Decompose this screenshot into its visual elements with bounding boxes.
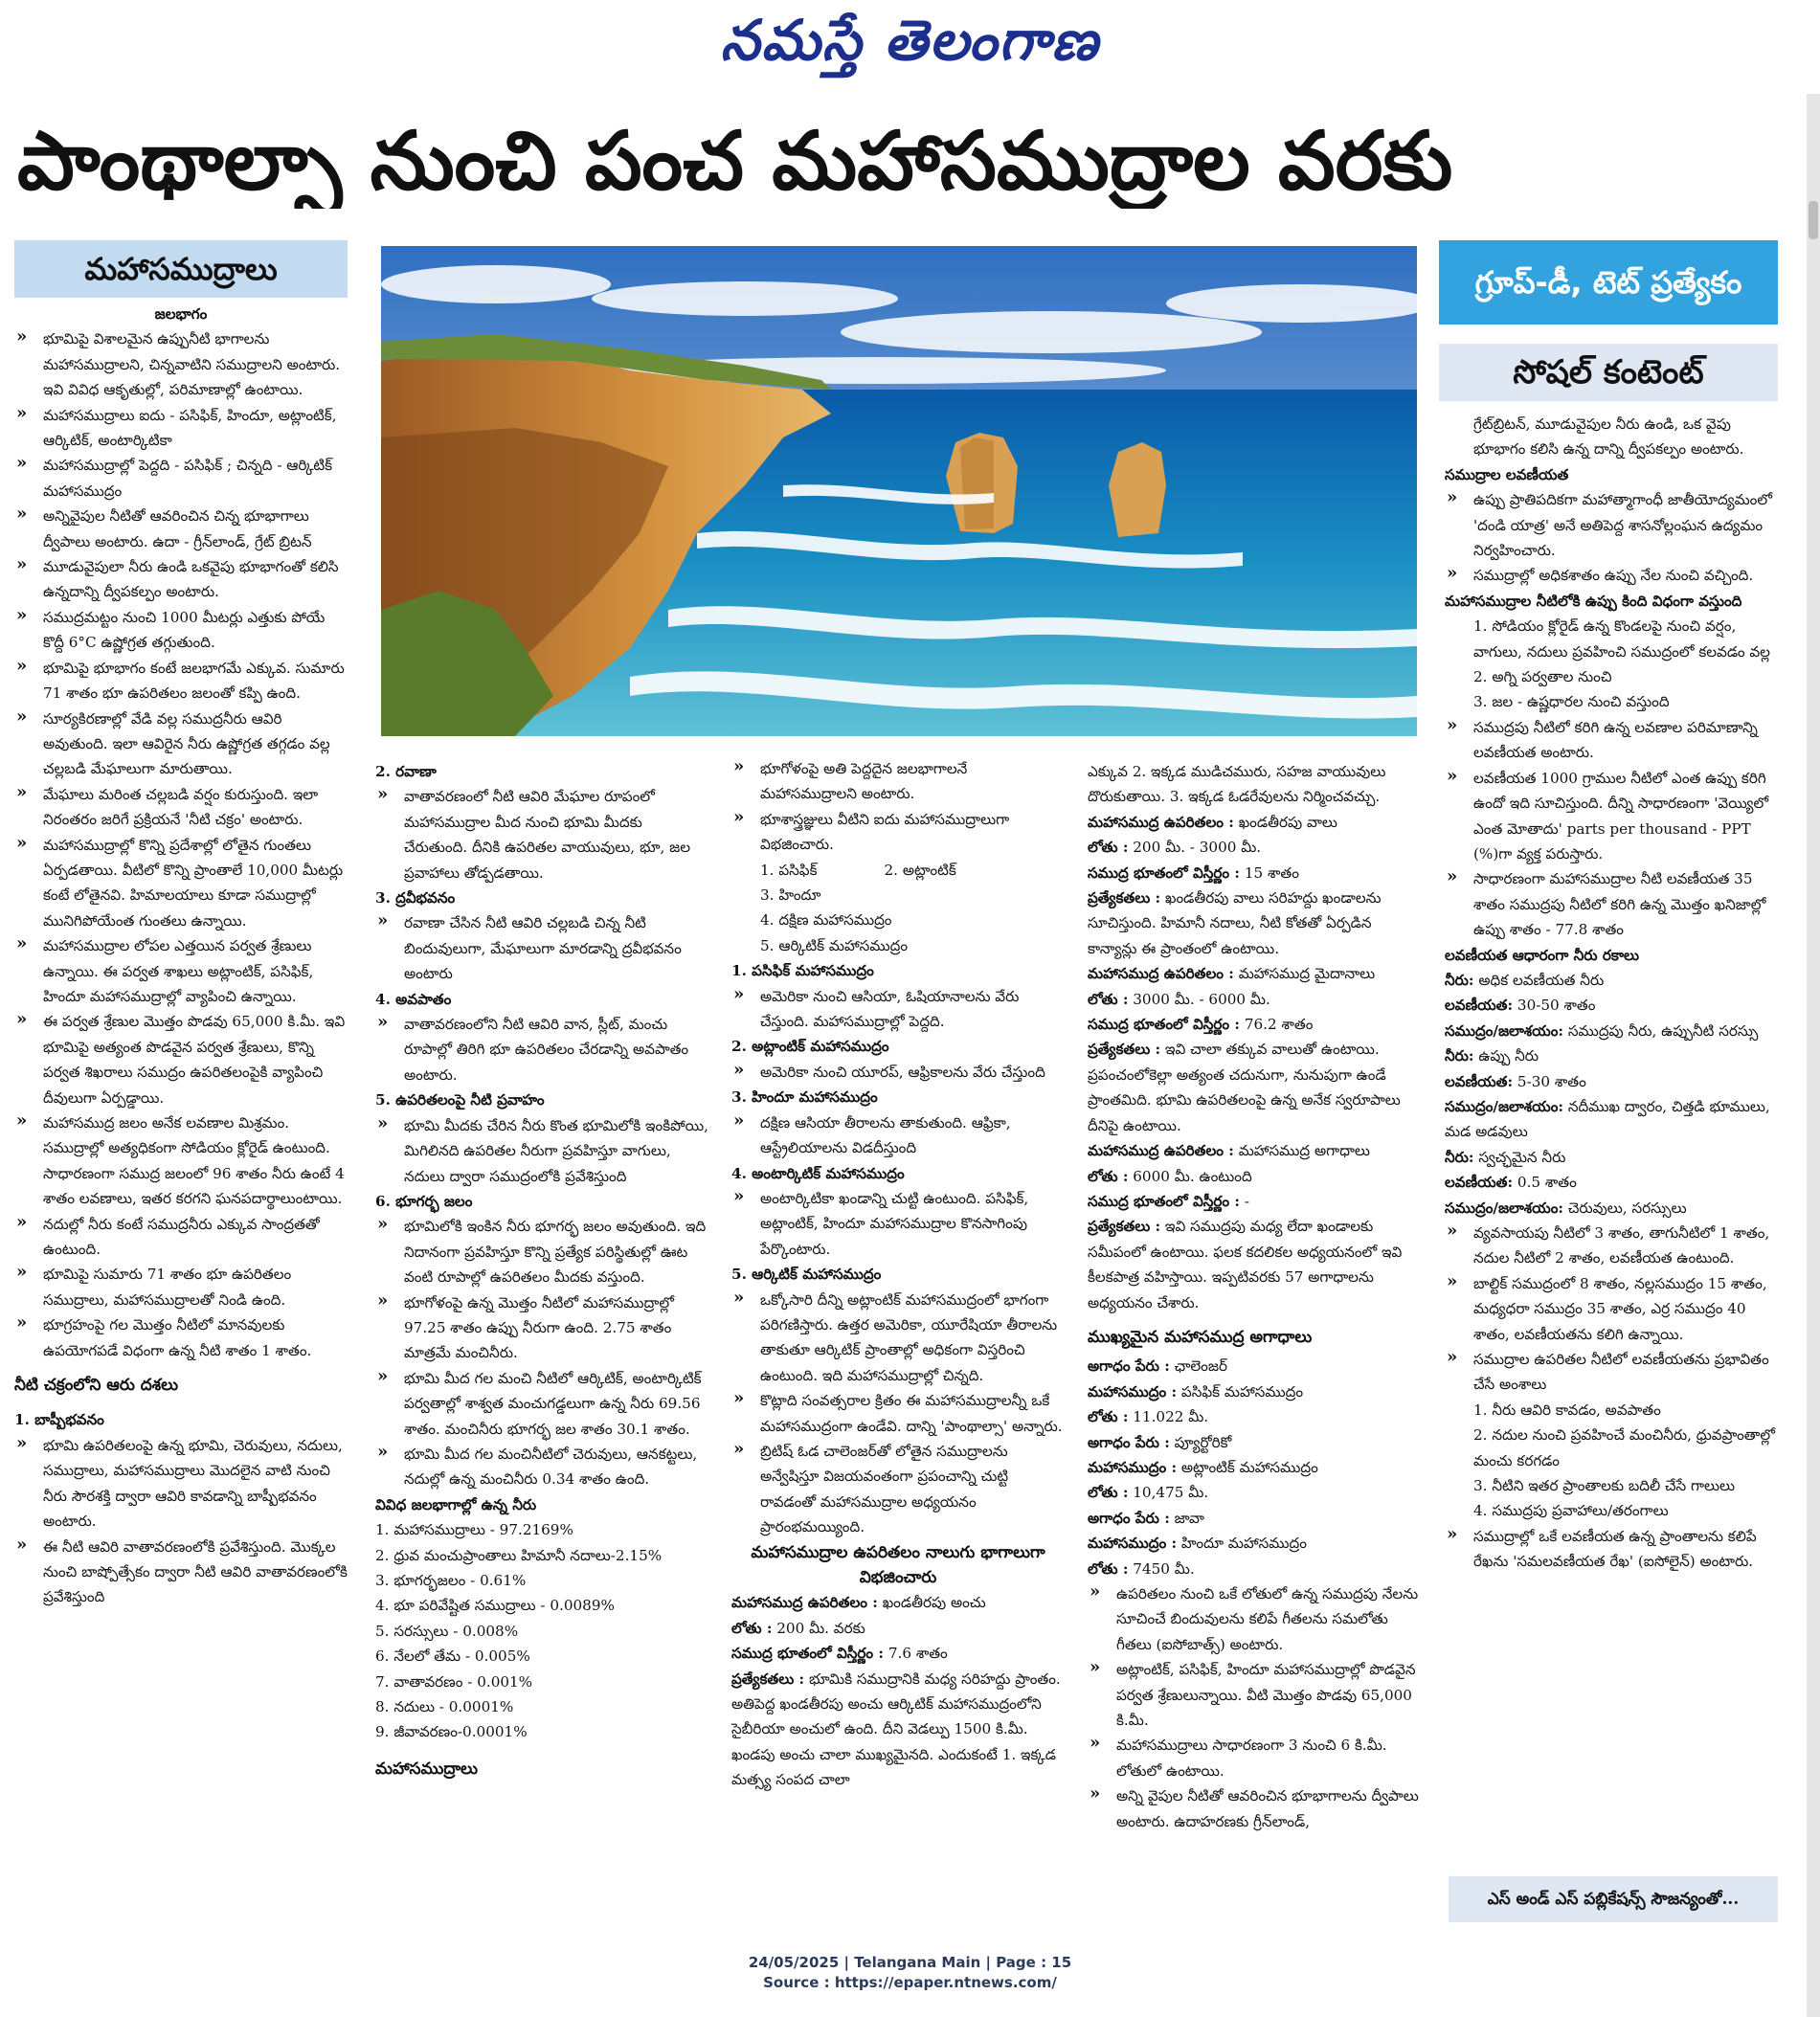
coastal-cliffs-photo: [381, 246, 1417, 736]
surface-block: [1088, 1138, 1421, 1315]
info-value: ఛాలెంజర్: [1174, 1357, 1227, 1376]
social-content-label: సోషల్ కంటెంట్: [1439, 344, 1778, 401]
info-row: [1088, 861, 1421, 885]
info-row: [1088, 1354, 1421, 1378]
info-row: [1088, 1531, 1421, 1556]
column-2: [375, 759, 708, 1782]
surface-block: [1088, 961, 1421, 1138]
info-key: ప్రత్యేకతలు :: [731, 1670, 805, 1688]
info-value: 6000 మీ. ఉంటుంది: [1133, 1167, 1252, 1185]
list-item: » అమెరికా నుంచి ఆసియా, ఓషియానాలను వేరు చేస్తుంది. మహాసముద్రాల్లో పెద్దది.: [731, 984, 1065, 1035]
list-item: » దక్షిణ ఆసియా తీరాలను తాకుతుంది. ఆఫ్రికా, ఆస్ట్రేలియాలను విడదీస్తుంది: [731, 1110, 1065, 1161]
ocean-heading: 2. అట్లాంటిక్ మహాసముద్రం: [731, 1038, 889, 1056]
water-types-heading: లవణీయత ఆధారంగా నీరు రకాలు: [1445, 946, 1640, 964]
info-value: చెరువులు, సరస్సులు: [1567, 1199, 1687, 1217]
list-item: » భూగోళంపై అతి పెద్దదైన జలభాగాలనే మహాసముద్రాలని అంటారు.: [731, 756, 1065, 807]
list-item: » మహాసముద్రాలు సాధారణంగా 3 నుంచి 6 కి.మీ. లోతులో ఉంటాయి.: [1088, 1733, 1421, 1783]
ocean-list-item: 4. దక్షిణ మహాసముద్రం: [760, 911, 892, 930]
info-value: 0.5 శాతం: [1517, 1174, 1577, 1192]
info-key: సముద్ర భూతంలో విస్తీర్ణం :: [1088, 863, 1241, 882]
ocean-list-item: [731, 858, 1065, 883]
distribution-heading: వివిధ జలభాగాల్లో ఉన్న నీరు: [375, 1495, 537, 1513]
list-item: » బాల్టిక్ సముద్రంలో 8 శాతం, నల్లసముద్రం 15 శాతం, మధ్యధరా సముద్రం 35 శాతం, ఎర్ర సముద్రం 40 శాతం, లవణీయతను కలిగి ఉన్నాయి.: [1445, 1271, 1778, 1347]
trench-block: [1088, 1430, 1421, 1506]
info-row: [1088, 810, 1421, 835]
info-key: లోతు :: [1088, 1167, 1129, 1185]
distribution-item: 2. ధ్రువ మంచుప్రాంతాలు హిమానీ నదాలు-2.15%: [375, 1546, 663, 1564]
info-row: [731, 1641, 1065, 1666]
distribution-item: 4. భూ పరివేష్టిత సముద్రాలు - 0.0089%: [375, 1597, 615, 1615]
salt-source-heading: మహాసముద్రాల నీటిలోకి ఉప్పు కింది విధంగా వస్తుంది: [1445, 592, 1742, 610]
factor-item: 2. నదుల నుంచి ప్రవహించే మంచినీరు, ధ్రువప్రాంతాల్లో మంచు కరగడం: [1473, 1426, 1775, 1469]
info-key: సముద్రం/జలాశయం:: [1445, 1097, 1563, 1115]
list-item: » ఉపరితలం నుంచి ఒకే లోతులో ఉన్న సముద్రపు నేలను సూచించే బిందువులను కలిపే గీతలను సమలోతు గీతలు (ఐసోబాత్స్) అంటారు.: [1088, 1581, 1421, 1657]
trench-block: [1088, 1506, 1421, 1581]
info-row: [1445, 1196, 1778, 1221]
footer-source-link[interactable]: Source : https://epaper.ntnews.com/: [763, 1974, 1057, 1991]
list-item: » మహాసముద్రాల్లో కొన్ని ప్రదేశాల్లో లోతైన గుంతలు ఏర్పడతాయి. వీటిలో కొన్ని ప్రాంతాలే 10,000 మీటర్లు కంటే లోతైనవి. హిమాలయాలు కూడా సముద్రాల్లో మునిగిపోయేంత గుంతలు ఉన్నాయి.: [14, 833, 348, 934]
list-item: » రవాణా చేసిన నీటి ఆవిరి చల్లబడి చిన్న నీటి బిందువులుగా, మేఘాలుగా మారడాన్ని ద్రవీభవనం అంటారు: [375, 910, 708, 986]
info-key: సముద్ర భూతంలో విస్తీర్ణం :: [1088, 1192, 1241, 1210]
info-value: అట్లాంటిక్ మహాసముద్రం: [1180, 1458, 1318, 1476]
info-value: స్వచ్ఛమైన నీరు: [1478, 1148, 1566, 1166]
info-row: [731, 1616, 1065, 1641]
info-value: 200 మీ. - 3000 మీ.: [1133, 839, 1262, 857]
info-key: నీరు:: [1445, 971, 1474, 989]
info-row: [1088, 1214, 1421, 1315]
info-row: [1088, 1557, 1421, 1581]
info-value: ఉప్పు నీరు: [1478, 1047, 1539, 1065]
column-3: [731, 756, 1065, 1793]
info-value: నదీముఖ ద్వారం, చిత్తడి భూములు, మడ అడవులు: [1445, 1097, 1770, 1141]
list-item: » భూమిపై భూభాగం కంటే జలభాగమే ఎక్కువ. సుమారు 71 శాతం భూ ఉపరితలం జలంతో కప్పి ఉంది.: [14, 656, 348, 706]
page-scrollbar[interactable]: [1807, 94, 1820, 2017]
list-item: » అన్నివైపుల నీటితో ఆవరించిన చిన్న భూభాగాలు ద్వీపాలు అంటారు. ఉదా - గ్రీన్‌లాండ్, గ్రేట్ బ్రిటన్: [14, 504, 348, 554]
ocean-heading: 4. అంటార్కిటిక్ మహాసముద్రం: [731, 1164, 905, 1182]
info-key: మహాసముద్రం :: [1088, 1458, 1178, 1476]
distribution-item: 1. మహాసముద్రాలు - 97.2169%: [375, 1521, 573, 1539]
list-item: » భూమిలోకి ఇంకిన నీరు భూగర్భ జలం అవుతుంది. ఇది నిదానంగా ప్రవహిస్తూ కొన్ని ప్రత్యేక పరిస్థితుల్లో ఊట వంటి రూపాల్లో ఉపరితలం మీదకు వస్తుంది.: [375, 1214, 708, 1289]
info-value: 200 మీ. వరకు: [776, 1619, 865, 1637]
distribution-item: 6. నేలలో తేమ - 0.005%: [375, 1647, 530, 1666]
info-value: పసిఫిక్ మహాసముద్రం: [1180, 1382, 1304, 1401]
factor-item: 4. సముద్రపు ప్రవాహాలు/తరంగాలు: [1473, 1502, 1669, 1520]
list-item: » మహాసముద్రాల లోపల ఎత్తయిన పర్వత శ్రేణులు ఉన్నాయి. ఈ పర్వత శాఖలు అట్లాంటిక్, పసిఫిక్, హిందూ మహాసముద్రాల్లో వ్యాపించి ఉన్నాయి.: [14, 933, 348, 1009]
info-row: [1445, 1069, 1778, 1094]
ocean-heading: 5. ఆర్కిటిక్ మహాసముద్రం: [731, 1266, 882, 1284]
info-row: [1445, 1170, 1778, 1195]
info-row: [1088, 1455, 1421, 1480]
info-value: ఇవి సముద్రపు మధ్య లేదా ఖండాలకు సమీపంలో ఉంటాయి. ఫలక కదలికల అధ్యయనంలో ఇవి కీలకపాత్ర వహిస్తాయి. ఇప్పటివరకు 57 అగాధాలను అధ్యయనం చేశారు.: [1088, 1218, 1403, 1311]
info-value: ఇవి చాలా తక్కువ వాలుతో ఉంటాయి. ప్రపంచంలోకెల్లా అత్యంత చదునుగా, నునుపుగా ఉండే ప్రాంతమిది. భూమి ఉపరితలంపై ఉన్న అనేక స్వరూపాలు దీనిపై ఉంటాయి.: [1088, 1041, 1401, 1134]
info-key: అగాధం పేరు :: [1088, 1433, 1170, 1451]
info-row: [1088, 1164, 1421, 1189]
info-key: మహాసముద్రం :: [1088, 1382, 1178, 1401]
info-row: [1445, 993, 1778, 1018]
list-item: » భూమి మీదకు చేరిన నీరు కొంత భూమిలోకి ఇంకిపోయి, మిగిలినది ఉపరితల నీరుగా ప్రవహిస్తూ వాగులు, నదులు ద్వారా సముద్రంలోకి ప్రవేశిస్తుంది: [375, 1113, 708, 1189]
ocean-heading: 1. పసిఫిక్ మహాసముద్రం: [731, 962, 874, 980]
list-item: » సముద్రపు నీటిలో కరిగి ఉన్న లవణాల పరిమాణాన్ని లవణీయత అంటారు.: [1445, 715, 1778, 766]
distribution-item: 9. జీవావరణం-0.0001%: [375, 1723, 528, 1741]
info-row: [1445, 1094, 1778, 1145]
distribution-item: 5. సరస్సులు - 0.008%: [375, 1622, 519, 1640]
info-value: ప్యూర్టోరికో: [1174, 1433, 1232, 1451]
list-item: » అట్లాంటిక్, పసిఫిక్, హిందూ మహాసముద్రాల్లో పొడవైన పర్వత శ్రేణులున్నాయి. వీటి మొత్తం పొడవు 65,000 కి.మీ.: [1088, 1657, 1421, 1733]
info-row: [1088, 1189, 1421, 1214]
info-key: మహాసముద్ర ఉపరితలం :: [731, 1594, 878, 1612]
salt-source-item: 1. సోడియం క్లోరైడ్ ఉన్న కొండలపై నుంచి వర్షం, వాగులు, నదులు ప్రవహించి సముద్రంలో కలవడం వల్ల: [1473, 617, 1770, 661]
ocean-name: 2. అట్లాంటిక్: [884, 861, 956, 879]
info-value: 11.022 మీ.: [1133, 1408, 1209, 1426]
continued-text: గ్రేట్‌బ్రిటన్, మూడువైపుల నీరు ఉండి, ఒక వైపు భూభాగం కలిసి ఉన్న దాన్ని ద్వీపకల్పం అంటారు.: [1473, 415, 1744, 459]
column-4: [1088, 759, 1421, 1834]
info-value: జావా: [1174, 1509, 1204, 1527]
list-item: » భూగ్రహంపై గల మొత్తం నీటిలో మానవులకు ఉపయోగపడే విధంగా ఉన్న నీటి శాతం 1 శాతం.: [14, 1312, 348, 1363]
info-key: లోతు :: [1088, 839, 1129, 857]
info-row: [1445, 968, 1778, 993]
stage-heading: 3. ద్రవీభవనం: [375, 889, 456, 908]
list-item: » అమెరికా నుంచి యూరప్, ఆఫ్రికాలను వేరు చేస్తుంది: [731, 1060, 1065, 1085]
trench-heading: ముఖ్యమైన మహాసముద్ర అగాధాలు: [1088, 1327, 1313, 1347]
info-row: [1088, 987, 1421, 1012]
info-key: సముద్ర భూతంలో విస్తీర్ణం :: [1088, 1016, 1241, 1034]
list-item: » మేఘాలు మరింత చల్లబడి వర్షం కురుస్తుంది. ఇలా నిరంతరం జరిగే ప్రక్రియనే 'నీటి చక్రం' అంటారు.: [14, 782, 348, 833]
page-footer: [0, 1953, 1820, 1993]
info-value: ఖండతీరపు వాలు: [1238, 813, 1337, 831]
list-item: » బ్రిటిష్ ఓడ చాలెంజర్‌తో లోతైన సముద్రాలను అన్వేషిస్తూ విజయవంతంగా ప్రపంచాన్ని చుట్టి రావడంతో మహాసముద్రాల అధ్యయనం ప్రారంభమయ్యింది.: [731, 1439, 1065, 1540]
info-value: ఖండతీరపు అంచు: [882, 1594, 986, 1612]
surface-block: [1088, 810, 1421, 961]
info-row: [731, 1590, 1065, 1615]
list-item: » సముద్రమట్టం నుంచి 1000 మీటర్లు ఎత్తుకు పోయే కొద్దీ 6°C ఉష్ణోగ్రత తగ్గుతుంది.: [14, 605, 348, 656]
info-key: మహాసముద్రం :: [1088, 1535, 1178, 1553]
list-item: » మహాసముద్రాలు ఐదు - పసిఫిక్, హిందూ, అట్లాంటిక్, ఆర్కిటిక్, అంటార్కిటికా: [14, 403, 348, 454]
list-item: » అంటార్కిటికా ఖండాన్ని చుట్టి ఉంటుంది. పసిఫిక్, అట్లాంటిక్, హిందూ మహాసముద్రాల కొనసాగింపు పేర్కొంటారు.: [731, 1186, 1065, 1262]
ocean-list-item: 5. ఆర్కిటిక్ మహాసముద్రం: [760, 936, 909, 954]
list-item: » మహాసముద్రాల్లో పెద్దది - పసిఫిక్ ; చిన్నది - ఆర్కిటిక్ మహాసముద్రం: [14, 453, 348, 504]
col1-subheading: జలభాగం: [154, 305, 208, 323]
list-item: » భూగోళంపై ఉన్న మొత్తం నీటిలో మహాసముద్రాల్లో 97.25 శాతం ఉప్పు నీరుగా ఉంది. 2.75 శాతం మాత్రమే మంచినీరు.: [375, 1290, 708, 1366]
info-value: మహాసముద్ర అగాధాలు: [1238, 1142, 1370, 1160]
page-headline: పాంథాల్సా నుంచి పంచ మహాసముద్రాల వరకు: [17, 114, 1453, 208]
list-item: » భూశాస్త్రజ్ఞులు వీటిని ఐదు మహాసముద్రాలుగా విభజించారు.: [731, 807, 1065, 858]
info-row: [731, 1667, 1065, 1793]
scrollbar-thumb[interactable]: [1809, 201, 1818, 239]
info-row: [1088, 1506, 1421, 1531]
masthead-logo: నమస్తే తెలంగాణ: [720, 8, 1100, 73]
info-value: సముద్రపు నీరు, ఉప్పునీటి సరస్సు: [1567, 1021, 1759, 1040]
factor-item: 1. నీరు ఆవిరి కావడం, అవపాతం: [1473, 1401, 1661, 1419]
salt-source-item: 2. అగ్ని పర్వతాల నుంచి: [1473, 668, 1612, 686]
list-item: » కొట్లాది సంవత్సరాల క్రితం ఈ మహాసముద్రాలన్నీ ఒకే మహాసముద్రంగా ఉండేవి. దాన్ని 'పాంథాల్సా' అన్నారు.: [731, 1388, 1065, 1439]
info-row: [1088, 1404, 1421, 1429]
oceans-heading: మహాసముద్రాలు: [375, 1759, 478, 1779]
division-heading: మహాసముద్రాల ఉపరితలం నాలుగు భాగాలుగా విభజించారు: [751, 1542, 1045, 1587]
stage-heading: 2. రవాణా: [375, 763, 437, 780]
info-value: హిందూ మహాసముద్రం: [1180, 1535, 1307, 1553]
info-row: [1088, 835, 1421, 860]
ocean-list-item: 3. హిందూ: [760, 886, 821, 905]
trench-block: [1088, 1354, 1421, 1429]
info-value: 76.2 శాతం: [1244, 1016, 1314, 1034]
list-item: » మూడువైపులా నీరు ఉండి ఒకవైపు భూభాగంతో కలిసి ఉన్నదాన్ని ద్వీపకల్పం అంటారు.: [14, 554, 348, 605]
info-key: నీరు:: [1445, 1047, 1474, 1065]
water-cycle-heading: నీటి చక్రంలోని ఆరు దశలు: [14, 1376, 179, 1396]
continued-text: ఎక్కువ 2. ఇక్కడ ముడిచమురు, సహజ వాయువులు దొరుకుతాయి. 3. ఇక్కడ ఓడరేవులను నిర్మించవచ్చు.: [1088, 763, 1386, 806]
info-value: 30-50 శాతం: [1517, 997, 1596, 1015]
info-key: లోతు :: [1088, 1408, 1129, 1426]
info-value: అధిక లవణీయత నీరు: [1478, 971, 1605, 989]
info-value: మహాసముద్ర మైదానాలు: [1238, 965, 1376, 983]
courtesy-credit: ఎస్ అండ్ ఎస్ పబ్లికేషన్స్ సౌజన్యంతో...: [1449, 1876, 1778, 1922]
info-key: లోతు :: [731, 1619, 773, 1637]
salt-source-item: 3. జల - ఉష్ణధారల నుంచి వస్తుంది: [1473, 693, 1670, 711]
info-row: [1445, 1043, 1778, 1068]
info-value: 15 శాతం: [1244, 863, 1299, 882]
info-value: 3000 మీ. - 6000 మీ.: [1133, 990, 1270, 1008]
info-key: సముద్రం/జలాశయం:: [1445, 1199, 1563, 1217]
list-item: » సముద్రాల్లో ఒకే లవణీయత ఉన్న ప్రాంతాలను కలిపే రేఖను 'సమలవణీయత రేఖ' (ఐసోలైన్) అంటారు.: [1445, 1524, 1778, 1575]
list-item: » అన్ని వైపుల నీటితో ఆవరించిన భూభాగాలను ద్వీపాలు అంటారు. ఉదాహరణకు గ్రీన్‌లాండ్,: [1088, 1783, 1421, 1834]
list-item: » ఈ నీటి ఆవిరి వాతావరణంలోకి ప్రవేశిస్తుంది. మొక్కల నుంచి బాష్పోత్సేకం ద్వారా నీటి ఆవిరి వాతావరణంలోకి ప్రవేశిస్తుంది: [14, 1535, 348, 1610]
info-key: అగాధం పేరు :: [1088, 1357, 1170, 1376]
stage-heading: 1. బాష్పీభవనం: [14, 1411, 104, 1429]
info-row: [1088, 1480, 1421, 1505]
info-key: లవణీయత:: [1445, 1072, 1514, 1090]
info-key: లవణీయత:: [1445, 997, 1514, 1015]
info-value: -: [1244, 1192, 1249, 1210]
list-item: » వ్యవసాయపు నీటిలో 3 శాతం, తాగునీటిలో 1 శాతం, నదుల నీటిలో 2 శాతం, లవణీయత ఉంటుంది.: [1445, 1221, 1778, 1271]
list-item: » ఒక్కోసారి దీన్ని అట్లాంటిక్ మహాసముద్రంలో భాగంగా పరిగణిస్తారు. ఉత్తర అమెరికా, యూరేషియా తీరాలను తాకుతూ ఆర్కిటిక్ ప్రాంతాల్లో అధికంగా విస్తరించి ఉంటుంది. ఇది మహాసముద్రాల్లో చిన్నది.: [731, 1288, 1065, 1389]
info-key: మహాసముద్ర ఉపరితలం :: [1088, 813, 1234, 831]
info-key: మహాసముద్ర ఉపరితలం :: [1088, 1142, 1234, 1160]
list-item: » నదుల్లో నీరు కంటే సముద్రనీరు ఎక్కువ సాంద్రతతో ఉంటుంది.: [14, 1212, 348, 1263]
column-1: [14, 302, 348, 1610]
factor-item: 3. నీటిని ఇతర ప్రాంతాలకు బదిలీ చేసే గాలులు: [1473, 1477, 1736, 1495]
info-value: భూమికి సముద్రానికి మధ్య సరిహద్దు ప్రాంతం. అతిపెద్ద ఖండతీరపు అంచు ఆర్కిటిక్ మహాసముద్రంలోని సైబీరియా అంచులో ఉంది. దీని వెడల్పు 1500 కి.మీ. ఖండపు అంచు చాలా ముఖ్యమైనది. ఎందుకంటే 1. ఇక్కడ మత్స్య సంపద చాలా: [731, 1670, 1061, 1789]
info-row: [1088, 961, 1421, 986]
salinity-heading: సముద్రాల లవణీయత: [1445, 465, 1569, 483]
info-row: [1445, 1145, 1778, 1170]
list-item: » ఉప్పు ప్రాతిపదికగా మహాత్మాగాంధీ జాతీయోద్యమంలో 'దండి యాత్ర' అనే అతిపెద్ద శాసనోల్లంఘన ఉద్యమం నిర్వహించారు.: [1445, 487, 1778, 563]
info-key: సముద్రం/జలాశయం:: [1445, 1021, 1563, 1040]
list-item: » సూర్యకిరణాల్లో వేడి వల్ల సముద్రనీరు ఆవిరి అవుతుంది. ఇలా ఆవిరైన నీరు ఉష్ణోగ్రత తగ్గడం వల్ల చల్లబడి మేఘాలుగా మారుతాయి.: [14, 706, 348, 782]
stage-heading: 6. భూగర్భ జలం: [375, 1192, 473, 1210]
info-key: సముద్ర భూతంలో విస్తీర్ణం :: [731, 1645, 885, 1663]
info-key: మహాసముద్ర ఉపరితలం :: [1088, 965, 1234, 983]
list-item: » మహాసముద్ర జలం అనేక లవణాల మిశ్రమం. సముద్రాల్లో అత్యధికంగా సోడియం క్లోరైడ్ ఉంటుంది. సాధారణంగా సముద్ర జలంలో 96 శాతం నీరు ఉంటే 4 శాతం లవణాలు, ఇతర కరగని ఘనపదార్థాలుంటాయి.: [14, 1110, 348, 1212]
info-value: ఖండతీరపు వాలు సరిహద్దు ఖండాలను సూచిస్తుంది. హిమానీ నదాలు, నీటి కోతతో ఏర్పడిన కాన్యాన్లు ఈ ప్రాంతంలో ఉంటాయి.: [1088, 889, 1382, 957]
list-item: » సముద్రాల ఉపరితల నీటిలో లవణీయతను ప్రభావితం చేసే అంశాలు: [1445, 1347, 1778, 1398]
info-key: లోతు :: [1088, 1484, 1129, 1502]
info-row: [1088, 1379, 1421, 1404]
ocean-name: 1. పసిఫిక్: [760, 861, 818, 879]
distribution-item: 7. వాతావరణం - 0.001%: [375, 1672, 533, 1691]
left-section-title: మహాసముద్రాలు: [14, 240, 348, 298]
distribution-item: 3. భూగర్భజలం - 0.61%: [375, 1572, 527, 1589]
info-row: [1445, 1019, 1778, 1043]
info-row: [1088, 1138, 1421, 1163]
info-key: లోతు :: [1088, 1559, 1129, 1578]
info-value: 10,475 మీ.: [1133, 1484, 1209, 1502]
info-key: లోతు :: [1088, 990, 1129, 1008]
info-key: ప్రత్యేకతలు :: [1088, 889, 1161, 908]
info-key: నీరు:: [1445, 1148, 1474, 1166]
stage-heading: 4. అవపాతం: [375, 990, 452, 1008]
list-item: » సముద్రాల్లో అధికశాతం ఉప్పు నేల నుంచి వచ్చింది.: [1445, 563, 1778, 588]
info-value: 7.6 శాతం: [888, 1645, 948, 1663]
distribution-item: 8. నదులు - 0.0001%: [375, 1698, 514, 1716]
list-item: » భూమిపై సుమారు 71 శాతం భూ ఉపరితలం సముద్రాలు, మహాసముద్రాలతో నిండి ఉంది.: [14, 1262, 348, 1312]
list-item: » సాధారణంగా మహాసముద్రాల నీటి లవణీయత 35 శాతం సముద్రపు నీటిలో కరిగి ఉన్న మొత్తం ఖనిజాల్లో ఉప్పు శాతం - 77.8 శాతం: [1445, 866, 1778, 942]
info-row: [1088, 1037, 1421, 1138]
list-item: » ఈ పర్వత శ్రేణుల మొత్తం పొడవు 65,000 కి.మీ. ఇవి భూమిపై అత్యంత పొడవైన పర్వత శ్రేణులు, కొన్ని పర్వత శిఖరాలు సముద్రం ఉపరితలంపైకి వ్యాపించి దీవులుగా ఏర్పడ్డాయి.: [14, 1009, 348, 1110]
stage-heading: 5. ఉపరితలంపై నీటి ప్రవాహం: [375, 1091, 545, 1109]
list-item: » భూమి మీద గల మంచినీటిలో చెరువులు, ఆనకట్టలు, నదుల్లో ఉన్న మంచినీరు 0.34 శాతం ఉంది.: [375, 1442, 708, 1492]
list-item: » భూమి మీద గల మంచి నీటిలో ఆర్కిటిక్, అంటార్కిటిక్ పర్వతాల్లో శాశ్వత మంచుగడ్డలుగా ఉన్న నీరు 69.56 శాతం. మంచినీరు భూగర్భ జల శాతం 30.1 శాతం.: [375, 1366, 708, 1442]
info-row: [1088, 1012, 1421, 1037]
column-5: [1445, 412, 1778, 1575]
list-item: » లవణీయత 1000 గ్రాముల నీటిలో ఎంత ఉప్పు కరిగి ఉందో ఇది సూచిస్తుంది. దీన్ని సాధారణంగా 'వెయ్యిలో ఎంత మోతాదు' parts per thousand - PPT (%)గా వ్యక్త పరుస్తారు.: [1445, 766, 1778, 867]
ocean-heading: 3. హిందూ మహాసముద్రం: [731, 1088, 878, 1107]
info-key: అగాధం పేరు :: [1088, 1509, 1170, 1527]
info-value: 7450 మీ.: [1133, 1559, 1195, 1578]
list-item: » భూమిపై విశాలమైన ఉప్పునీటి భాగాలను మహాసముద్రాలని, చిన్నవాటిని సముద్రాలని అంటారు. ఇవి వివిధ ఆకృతుల్లో, పరిమాణాల్లో ఉంటాయి.: [14, 326, 348, 402]
list-item: » వాతావరణంలో నీటి ఆవిరి మేఘాల రూపంలో మహాసముద్రాల మీద నుంచి భూమి మీదకు చేరుతుంది. దీనికి ఉపరితల వాయువులు, భూ, జల ప్రవాహాలు తోడ్పడతాయి.: [375, 784, 708, 885]
info-key: లవణీయత:: [1445, 1174, 1514, 1192]
info-row: [1088, 1430, 1421, 1455]
info-key: ప్రత్యేకతలు :: [1088, 1218, 1161, 1236]
info-key: ప్రత్యేకతలు :: [1088, 1041, 1161, 1059]
footer-date-page: 24/05/2025 | Telangana Main | Page : 15: [748, 1954, 1072, 1971]
info-value: 5-30 శాతం: [1517, 1072, 1586, 1090]
right-section-title: గ్రూప్-డీ, టెట్ ప్రత్యేకం: [1439, 240, 1778, 325]
info-row: [1088, 885, 1421, 961]
list-item: » వాతావరణంలోని నీటి ఆవిరి వాన, స్లీట్, మంచు రూపాల్లో తిరిగి భూ ఉపరితలం చేరడాన్ని అవపాతం అంటారు.: [375, 1012, 708, 1087]
list-item: » భూమి ఉపరితలంపై ఉన్న భూమి, చెరువులు, నదులు, సముద్రాలు, మహాసముద్రాలు మొదలైన వాటి నుంచి నీరు సౌరశక్తి ద్వారా ఆవిరి కావడాన్ని బాష్పీభవనం అంటారు.: [14, 1433, 348, 1535]
